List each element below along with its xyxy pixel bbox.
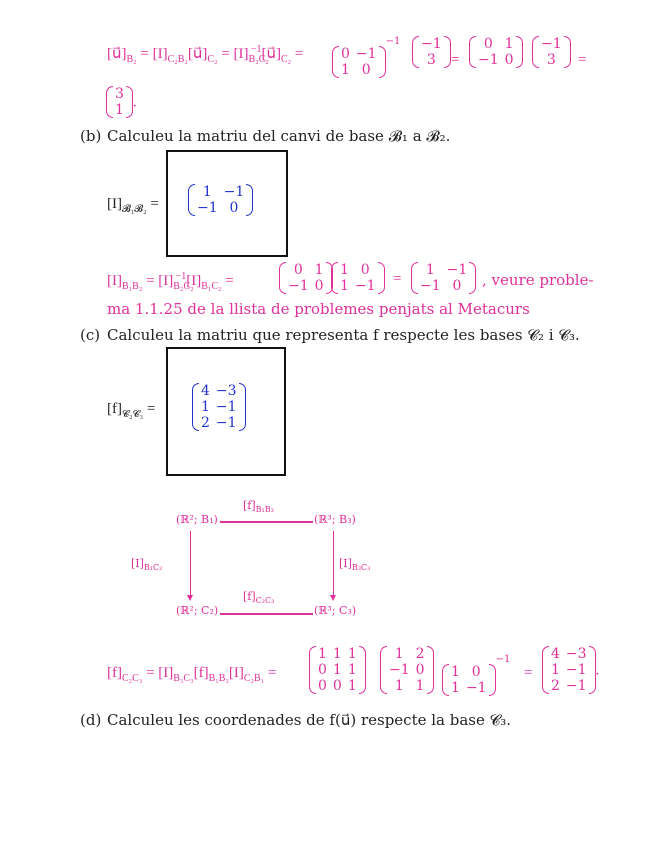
diagram-top-label: $[f]_{B_1B_3}$: [243, 499, 274, 515]
matrix-m1: 0 −1 1 0 $^{-1}$: [332, 36, 400, 78]
equals-sign: =: [451, 52, 460, 68]
matrix-entry: −3: [565, 646, 587, 662]
matrix-entry: 0: [293, 262, 303, 278]
matrix-entry: −1: [223, 184, 245, 200]
matrix-entry: 0: [471, 663, 481, 680]
diagram-node-bl: (ℝ²; C₂): [176, 604, 219, 617]
final-eq-lhs: $[f]_{C_2C_3} = [I]_{B_3C_3}[f]_{B_1B_3}[I]_{C_2B_1}$ =: [107, 665, 277, 684]
matrix-entry: 1: [347, 678, 357, 694]
arrow-right: [333, 531, 334, 597]
answer-c-lhs: $[f]_{𝓒_2𝓒_3}$ =: [107, 401, 156, 420]
answer-matrix-b: [188, 184, 253, 216]
matrix-entry: 0: [504, 52, 514, 68]
matrix-entry: −1: [354, 278, 376, 294]
solution-b-m1: [279, 262, 333, 294]
matrix-entry: −1: [355, 45, 377, 62]
final-m3: 1 0 1 −1 $^{-1}$: [442, 654, 510, 696]
matrix-entry: 1: [451, 679, 460, 696]
diagram-node-tr: (ℝ³; B₃): [314, 513, 356, 526]
arrow-top: [220, 521, 313, 523]
matrix-entry: 0: [361, 61, 371, 78]
matrix-entry: −1: [215, 399, 237, 415]
part-c-text: Calculeu la matriu que representa f respecte les bases 𝓒₂ i 𝓒₃.: [107, 326, 580, 344]
matrix-entry: 0: [341, 45, 350, 62]
matrix-entry: 0: [332, 678, 342, 694]
diagram-bottom-label: $[f]_{C_2C_3}$: [243, 590, 275, 606]
answer-matrix-c: [192, 383, 246, 431]
equals-sign: =: [393, 271, 402, 287]
matrix-entry: 1: [340, 262, 349, 278]
equals-sign: =: [524, 665, 533, 681]
matrix-entry: 3: [115, 86, 124, 102]
final-m1: [309, 646, 366, 694]
matrix-entry: −1: [197, 200, 218, 216]
matrix-entry: 1: [394, 678, 404, 694]
matrix-entry: 1: [332, 662, 342, 678]
matrix-entry: 1: [201, 399, 210, 415]
matrix-entry: 3: [546, 52, 556, 68]
matrix-entry: 2: [201, 415, 210, 431]
matrix-entry: 1: [415, 678, 425, 694]
diagram-node-tl: (ℝ²; B₁): [176, 513, 218, 526]
matrix-entry: −1: [446, 262, 468, 278]
solution-b-tail: , veure proble-: [482, 271, 594, 289]
solution-b-line1: $[I]_{B_1B_2} = [I]_{B_2C_2}^{-1}[I]_{B_1C_2}$ =: [107, 271, 234, 292]
matrix-entry: 3: [426, 52, 436, 68]
part-d-label: (d): [80, 711, 102, 729]
matrix-entry: 1: [347, 646, 357, 662]
matrix-entry: 0: [318, 662, 327, 678]
matrix-entry: 0: [452, 278, 462, 294]
matrix-entry: 0: [415, 662, 425, 678]
matrix-entry: 0: [314, 278, 324, 294]
matrix-entry: 1: [318, 646, 327, 662]
part-c-label: (c): [80, 326, 101, 344]
coordinate-change-line: $[u⃗]_{B_2}$ = $[I]_{C_2B_2}[u⃗]_{C_2}$ = $[I]_{B_2C_2}^{-1}[u⃗]_{C_2}$ =: [107, 44, 304, 65]
equals-sign: =: [578, 52, 587, 68]
solution-b-line2: ma 1.1.25 de la llista de problemes penjats al Metacurs: [107, 300, 530, 318]
matrix-entry: −1: [215, 415, 237, 431]
matrix-entry: −1: [565, 678, 587, 694]
diagram-left-label: $[I]_{B_1C_2}$: [131, 557, 163, 573]
solution-b-m2: [331, 262, 385, 294]
arrow-bottom: [220, 613, 313, 615]
matrix-entry: 1: [115, 102, 124, 118]
matrix-entry: 2: [551, 678, 560, 694]
matrix-entry: −1: [541, 36, 562, 52]
vector-v1: [412, 36, 451, 68]
matrix-entry: 1: [394, 646, 404, 662]
matrix-entry: −1: [565, 662, 587, 678]
diagram-node-br: (ℝ³; C₃): [314, 604, 357, 617]
matrix-entry: 0: [360, 262, 370, 278]
part-d-text: Calculeu les coordenades de f(u⃗) respecte la base 𝓒₃.: [107, 711, 512, 729]
result-vector: 3 1 .: [106, 86, 137, 118]
matrix-entry: 1: [347, 662, 357, 678]
solution-b-result: [411, 262, 476, 294]
matrix-entry: 0: [229, 200, 239, 216]
matrix-entry: 1: [451, 663, 460, 680]
part-b-text: Calculeu la matriu del canvi de base 𝓑₁ a 𝓑₂.: [107, 127, 451, 145]
arrow-left: [190, 531, 191, 597]
matrix-entry: 1: [332, 646, 342, 662]
diagram-right-label: $[I]_{B_3C_3}$: [339, 557, 371, 573]
matrix-entry: 0: [318, 678, 327, 694]
matrix-entry: 1: [551, 662, 560, 678]
matrix-entry: 4: [551, 646, 560, 662]
matrix-entry: −3: [215, 383, 237, 399]
final-m2: [380, 646, 434, 694]
vector-v2: [532, 36, 571, 68]
part-b-label: (b): [80, 127, 102, 145]
matrix-entry: −1: [288, 278, 309, 294]
final-result: 4 −3 1 −1 2 −1 .: [542, 646, 599, 694]
matrix-entry: 1: [202, 184, 212, 200]
matrix-entry: −1: [478, 52, 499, 68]
matrix-entry: 1: [340, 278, 349, 294]
matrix-entry: −1: [421, 36, 442, 52]
matrix-m2: [469, 36, 523, 68]
matrix-entry: 1: [341, 61, 350, 78]
matrix-entry: 0: [483, 36, 493, 52]
matrix-entry: 1: [504, 36, 514, 52]
matrix-entry: 1: [314, 262, 324, 278]
matrix-entry: −1: [465, 679, 487, 696]
answer-b-lhs: $[I]_{𝓑_1𝓑_2}$ =: [107, 196, 159, 215]
matrix-entry: 4: [201, 383, 210, 399]
matrix-entry: 1: [425, 262, 435, 278]
matrix-entry: 2: [415, 646, 425, 662]
matrix-entry: −1: [389, 662, 410, 678]
matrix-entry: −1: [420, 278, 441, 294]
